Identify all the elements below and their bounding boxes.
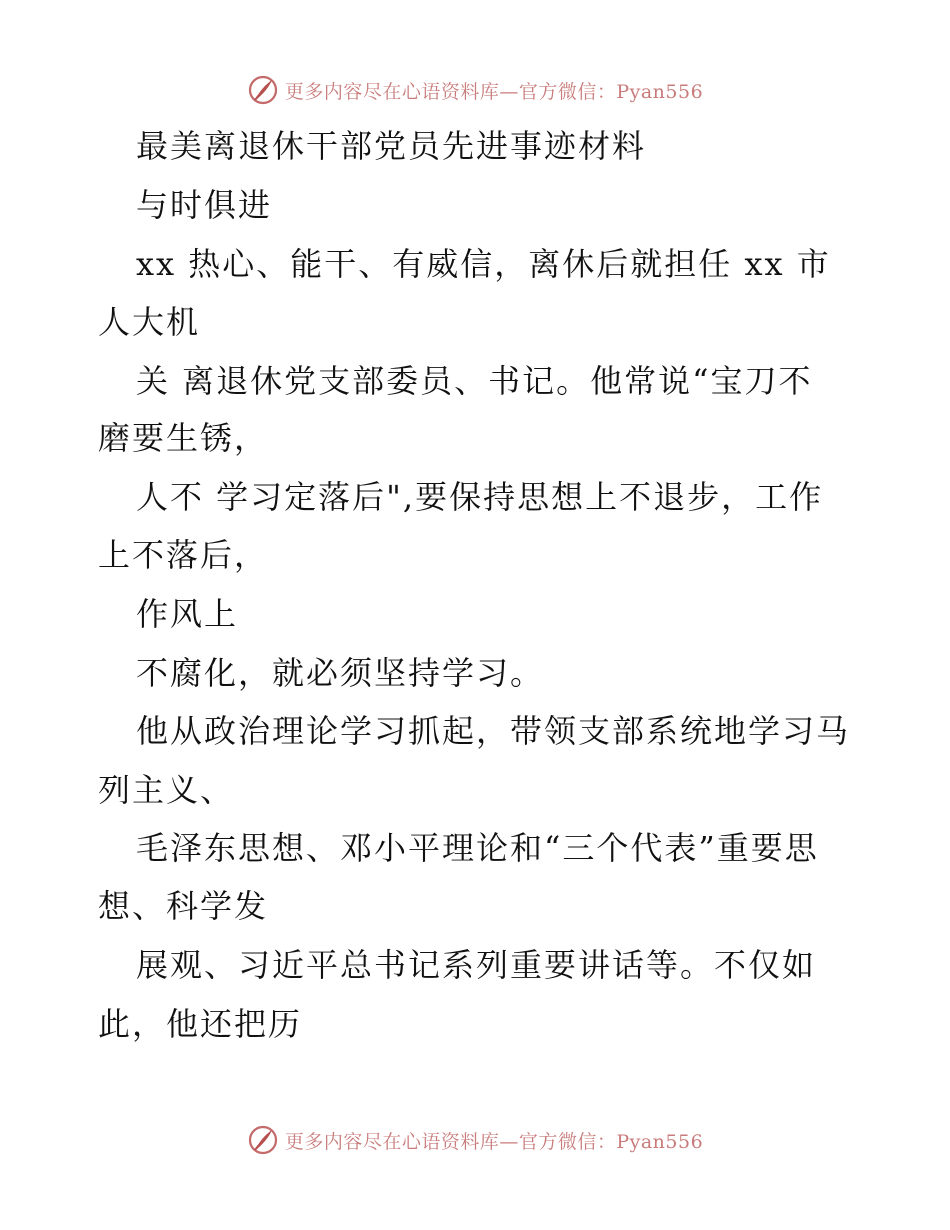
text-line: 人大机 <box>98 303 201 341</box>
text-line: 不腐化，就必须坚持学习。 <box>136 654 545 692</box>
document-title: 最美离退休干部党员先进事迹材料 <box>136 127 647 165</box>
quill-pen-logo-icon <box>247 1124 279 1156</box>
text-line: 作风上 <box>136 595 239 633</box>
text-line: 展观、习近平总书记系列重要讲话等。不仅如 <box>136 946 817 984</box>
footer-watermark-banner <box>0 1120 950 1160</box>
watermark-text: 更多内容尽在心语资料库—官方微信：Pyan556 <box>284 1130 704 1153</box>
watermark-text: 更多内容尽在心语资料库—官方微信：Pyan556 <box>284 80 704 103</box>
text-line: 列主义、 <box>98 771 235 809</box>
text-line: 他从政治理论学习抓起，带领支部系统地学习马 <box>136 712 851 750</box>
text-line: 磨要生锈， <box>98 419 269 457</box>
text-line: 关 离退休党支部委员、书记。他常说“宝刀不 <box>136 362 813 400</box>
text-line: 上不落后， <box>98 536 269 574</box>
text-line: 此，他还把历 <box>98 1005 303 1043</box>
document-subtitle: 与时俱进 <box>136 186 273 224</box>
text-line: 毛泽东思想、邓小平理论和“三个代表”重要思 <box>136 829 819 867</box>
text-line: 人不 学习定落后",要保持思想上不退步，工作 <box>136 478 824 516</box>
text-line: 想、科学发 <box>98 887 269 925</box>
text-line: xx 热心、能干、有威信，离休后就担任 xx 市 <box>136 245 831 283</box>
